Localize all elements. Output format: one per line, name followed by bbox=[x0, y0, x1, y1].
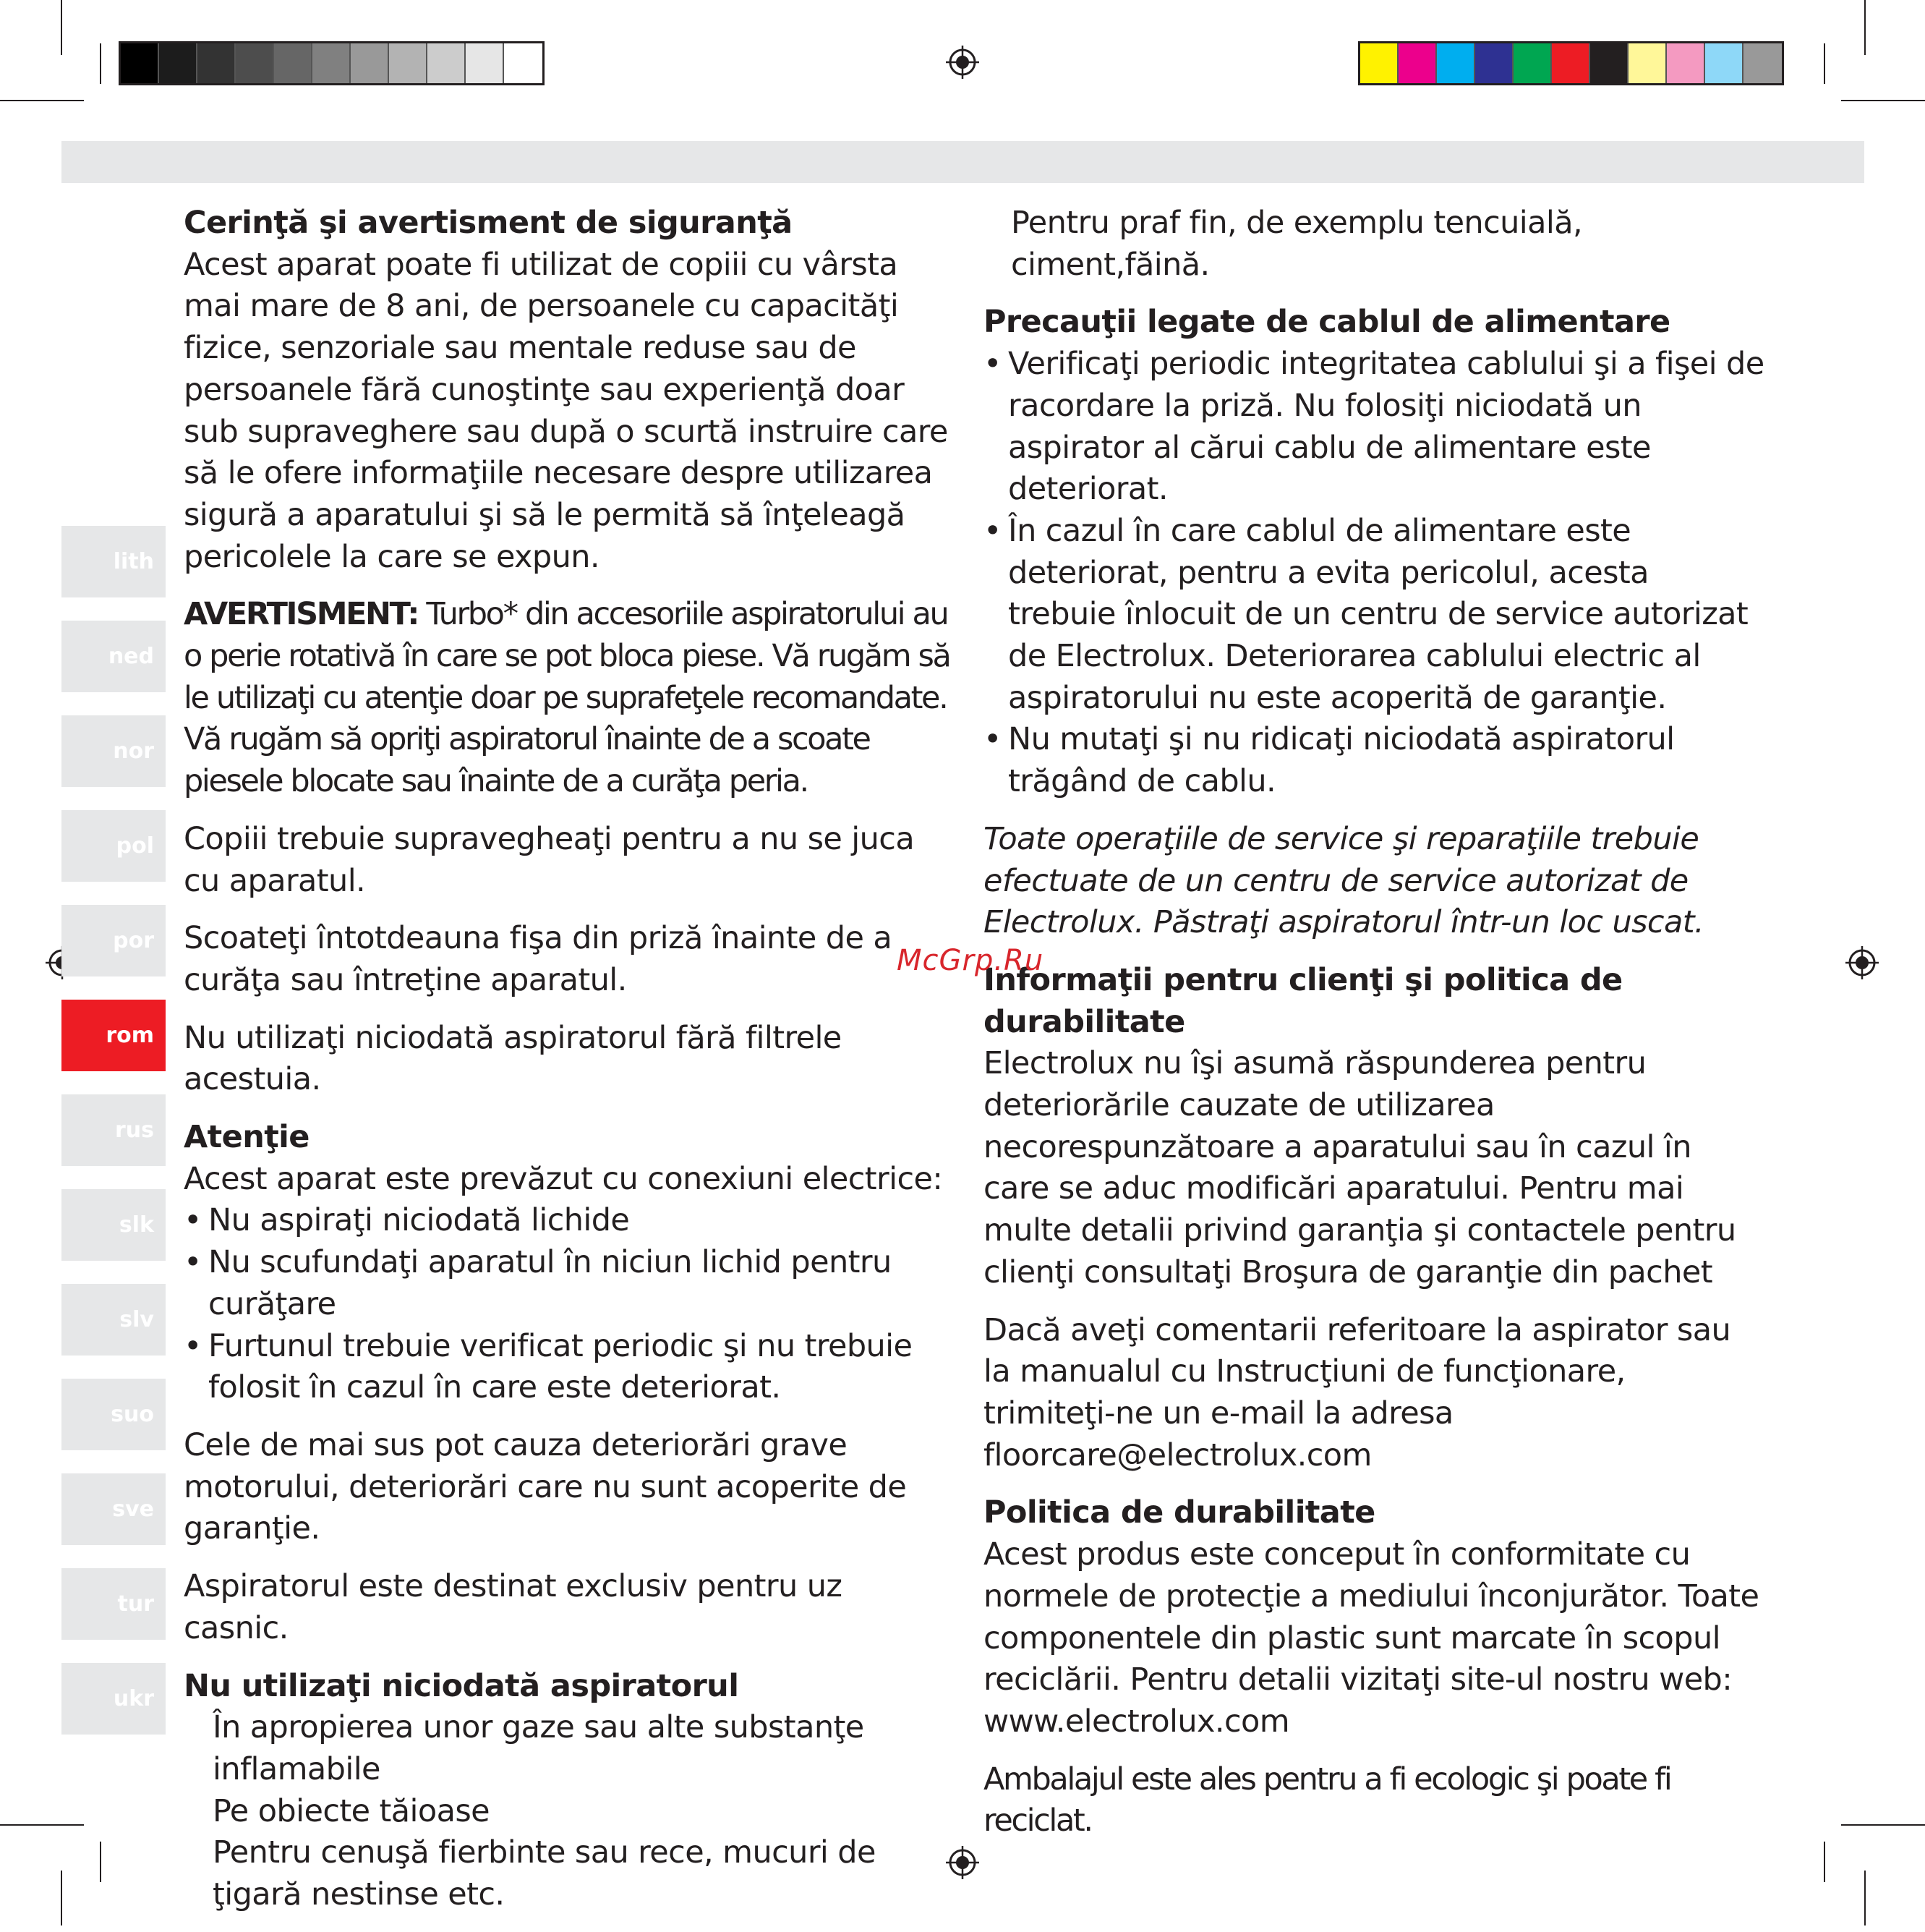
section-heading-never-use: Nu utilizaţi niciodată aspiratorul bbox=[184, 1667, 739, 1704]
never-use-list bbox=[184, 1707, 950, 1916]
color-swatch bbox=[1475, 43, 1514, 83]
paragraph-electrical: Acest aparat este prevăzut cu conexiuni electrice: bbox=[184, 1160, 943, 1197]
paragraph-packaging: Ambalajul este ales pentru a fi ecologic şi poate fi reciclat. bbox=[983, 1761, 1671, 1839]
list-item: Pe obiecte tăioase bbox=[213, 1792, 490, 1829]
paragraph-household: Aspiratorul este destinat exclusiv pentru uz casnic. bbox=[184, 1568, 842, 1646]
list-item: • Verificaţi periodic integritatea cablului şi a fişei de racordare la priză. Nu folosiţi niciodată un aspirator al cărui cablu de alimentare este deteriorat. bbox=[983, 344, 1764, 511]
list-item: Pentru cenuşă fierbinte sau rece, mucuri de ţigară nestinse etc. bbox=[213, 1834, 876, 1913]
color-swatch bbox=[312, 43, 351, 83]
color-swatch bbox=[1360, 43, 1399, 83]
tab-rus[interactable]: rus bbox=[61, 1094, 166, 1166]
color-swatch bbox=[1399, 43, 1437, 83]
tab-suo[interactable]: suo bbox=[61, 1379, 166, 1450]
section-heading-cable: Precauţii legate de cablul de alimentare bbox=[983, 304, 1670, 341]
color-swatch bbox=[1552, 43, 1590, 83]
color-swatch bbox=[427, 43, 466, 83]
warning-text: Turbo* din accesoriile aspiratorului au o perie rotativă în care se pot bloca piese. Vă rugăm să le utilizaţi cu atenţie doar pe suprafeţele recomandate. Vă rugăm să opriţi aspiratorul înainte de a scoate piesele blocate sau înainte de a curăţa peria. bbox=[184, 596, 950, 800]
tab-ukr[interactable]: ukr bbox=[61, 1663, 166, 1735]
color-swatch bbox=[1667, 43, 1705, 83]
section-heading-customer-info: Informaţii pentru clienţi şi politica de durabilitate bbox=[983, 961, 1623, 1040]
paragraph-liability: Electrolux nu îşi asumă răspunderea pentru deteriorările cauzate de utilizarea necorespunzătoare a aparatului sau în cazul în care se aduc modificări aparatului. Pentru mai multe detalii privind garanţia şi contactele pentru clienţi consultaţi Broşura de garanţie din pachet bbox=[983, 1045, 1736, 1290]
right-column bbox=[983, 203, 1764, 1858]
crop-mark bbox=[100, 1842, 101, 1882]
crop-mark bbox=[1824, 1842, 1825, 1882]
color-swatch bbox=[159, 43, 197, 83]
crop-mark bbox=[1841, 100, 1925, 101]
paragraph-filters: Nu utilizaţi niciodată aspiratorul fără filtrele acestuia. bbox=[184, 1019, 842, 1098]
color-swatch bbox=[1514, 43, 1552, 83]
crop-mark bbox=[61, 0, 62, 55]
attention-list bbox=[184, 1200, 950, 1409]
color-swatch bbox=[1705, 43, 1743, 83]
language-tabs bbox=[61, 526, 166, 1758]
tab-slv[interactable]: slv bbox=[61, 1284, 166, 1356]
section-heading-attention: Atenţie bbox=[184, 1119, 310, 1156]
color-swatch bbox=[1437, 43, 1475, 83]
crop-mark bbox=[0, 1824, 84, 1826]
section-heading-safety: Cerinţă şi avertisment de siguranţă bbox=[184, 205, 793, 241]
crop-mark bbox=[0, 100, 84, 101]
color-swatch bbox=[197, 43, 236, 83]
paragraph-feedback: Dacă aveţi comentarii referitoare la aspirator sau la manualul cu Instrucţiuni de funcţionare, trimiteţi-ne un e-mail la adresa floorcare@electrolux.com bbox=[983, 1311, 1731, 1473]
paragraph-damage: Cele de mai sus pot cauza deteriorări grave motorului, deteriorări care nu sunt acoperite de garanţie. bbox=[184, 1426, 907, 1547]
paragraph-children: Copiii trebuie supravegheaţi pentru a nu se juca cu aparatul. bbox=[184, 820, 915, 899]
color-swatch bbox=[236, 43, 274, 83]
tab-por[interactable]: por bbox=[61, 905, 166, 976]
tab-slk[interactable]: slk bbox=[61, 1189, 166, 1261]
color-swatch bbox=[1629, 43, 1667, 83]
crop-mark bbox=[100, 43, 101, 84]
grayscale-color-bar bbox=[119, 41, 545, 85]
color-swatch bbox=[351, 43, 389, 83]
list-item: • Nu aspiraţi niciodată lichide bbox=[184, 1200, 950, 1242]
crop-mark bbox=[1864, 1871, 1866, 1925]
crop-mark bbox=[61, 1871, 62, 1925]
color-swatch bbox=[1590, 43, 1629, 83]
process-color-bar bbox=[1358, 41, 1784, 85]
list-item: • Furtunul trebuie verificat periodic şi nu trebuie folosit în cazul în care este deteriorat. bbox=[184, 1326, 950, 1409]
header-bar bbox=[61, 141, 1864, 183]
watermark-text: McGrp.Ru bbox=[897, 944, 1044, 977]
color-swatch bbox=[504, 43, 542, 83]
tab-sve[interactable]: sve bbox=[61, 1473, 166, 1545]
color-swatch bbox=[274, 43, 312, 83]
paragraph-unplug: Scoateţi întotdeauna fişa din priză înainte de a curăţa sau întreţine aparatul. bbox=[184, 920, 892, 998]
color-swatch bbox=[121, 43, 159, 83]
list-item: • Nu scufundaţi aparatul în niciun lichid pentru curăţare bbox=[184, 1242, 950, 1325]
left-column bbox=[184, 203, 950, 1932]
warning-paragraph bbox=[184, 594, 950, 803]
list-item-continued: Pentru praf fin, de exemplu tencuială, ciment,făină. bbox=[1011, 205, 1583, 283]
list-item: În apropierea unor gaze sau alte substanţe inflamabile bbox=[213, 1709, 864, 1787]
color-swatch bbox=[1743, 43, 1782, 83]
list-item: • În cazul în care cablul de alimentare este deteriorat, pentru a evita pericolul, acesta trebuie înlocuit de un centru de service autorizat de Electrolux. Deteriorarea cablului electric al aspiratorului nu este acoperită de garanţie. bbox=[983, 511, 1764, 720]
section-heading-sustainability: Politica de durabilitate bbox=[983, 1494, 1375, 1531]
warning-label: AVERTISMENT: bbox=[184, 596, 419, 633]
service-note: Toate operaţiile de service şi reparaţiile trebuie efectuate de un centru de service autorizat de Electrolux. Păstraţi aspiratorul într-un loc uscat. bbox=[983, 820, 1704, 941]
color-swatch bbox=[389, 43, 427, 83]
crop-mark bbox=[1841, 1824, 1925, 1826]
tab-rom[interactable]: rom bbox=[61, 1000, 166, 1071]
tab-pol[interactable]: pol bbox=[61, 810, 166, 882]
crop-mark bbox=[1824, 43, 1825, 84]
tab-lith[interactable]: lith bbox=[61, 526, 166, 597]
tab-nor[interactable]: nor bbox=[61, 715, 166, 787]
crop-mark bbox=[1864, 0, 1866, 55]
paragraph-sustainability: Acest produs este conceput în conformitate cu normele de protecţie a mediului înconjurător. Toate componentele din plastic sunt marcate în scopul reciclării. Pentru detalii vizitaţi site-ul nostru web: www.electrolux.com bbox=[983, 1536, 1759, 1740]
registration-mark-icon bbox=[946, 1846, 979, 1879]
paragraph-safety: Acest aparat poate fi utilizat de copiii cu vârsta mai mare de 8 ani, de persoanele cu capacităţi fizice, senzoriale sau mentale reduse sau de persoanele fără cunoştinţe sau experienţă doar sub supraveghere sau după o scurtă instruire care să le ofere informaţiile necesare despre utilizarea sigură a aparatului şi să le permită să înţeleagă pericolele la care se expun. bbox=[184, 246, 948, 575]
registration-mark-icon bbox=[946, 46, 979, 79]
tab-ned[interactable]: ned bbox=[61, 621, 166, 692]
registration-mark-icon bbox=[1845, 946, 1879, 979]
list-item: • Nu mutaţi şi nu ridicaţi niciodată aspiratorul trăgând de cablu. bbox=[983, 719, 1764, 802]
color-swatch bbox=[466, 43, 504, 83]
tab-tur[interactable]: tur bbox=[61, 1568, 166, 1640]
cable-list bbox=[983, 344, 1764, 803]
